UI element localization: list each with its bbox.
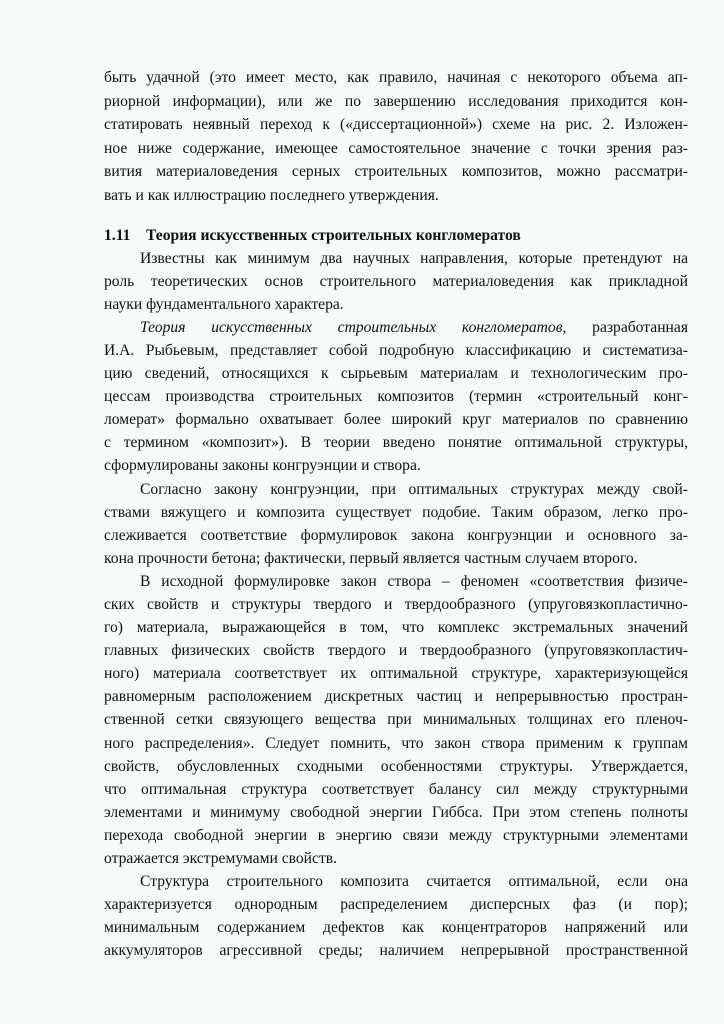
text-line: перехода свободной энергии в энергию связи между структурными элементами	[104, 826, 688, 844]
section-number: 1.11	[104, 226, 131, 244]
text-line: риорной информации), или же по завершению исследования приходится кон-	[104, 92, 688, 110]
text-line: В исходной формулировке закон створа – феномен «соответствия физиче-	[140, 572, 688, 590]
text-line: го) материала, выражающейся в том, что комплекс экстремальных значений	[104, 619, 688, 637]
section-title: Теория искусственных строительных конгломератов	[146, 226, 521, 244]
text-line: ное ниже содержание, имеющее самостоятельное значение с точки зрения раз-	[104, 139, 688, 157]
paragraph	[104, 570, 688, 870]
text-line: цию сведений, относящихся к сырьевым материалам и технологическим про-	[104, 365, 688, 383]
text-line: ских свойств и структуры твердого и твердообразного (упруговязкопластично-	[104, 595, 688, 613]
text-line: статировать неявный переход к («диссертационной») схеме на рис. 2. Изложен-	[104, 116, 688, 134]
text-line: ного) материала соответствует их оптимальной структуре, характеризующейся	[104, 665, 688, 683]
text-line: кона прочности бетона; фактически, первый является частным случаем второго.	[104, 549, 638, 567]
text-line: элементами и минимуму свободной энергии Гиббса. При этом степень полноты	[104, 803, 688, 821]
text-line: ного распределения». Следует помнить, что закон створа применим к группам	[104, 734, 688, 752]
section-spacer	[104, 208, 688, 225]
paragraph	[104, 316, 688, 478]
text-line: с термином «композит»). В теории введено понятие оптимальной структуры,	[104, 434, 688, 452]
text-line: ственной сетки связующего вещества при минимальных толщинах его пленоч-	[104, 711, 688, 729]
text-line: главных физических свойств твердого и твердообразного (упруговязкопластич-	[104, 642, 688, 660]
text-line: Структура строительного композита считается оптимальной, если она	[140, 873, 688, 891]
text-line: Согласно закону конгруэнции, при оптимальных структурах между свой-	[140, 480, 688, 498]
text-line: ломерат» формально охватывает более широкий круг материалов по сравнению	[104, 411, 688, 429]
paragraph	[104, 247, 688, 316]
text-line: минимальным содержанием дефектов как концентраторов напряжений или	[104, 919, 688, 937]
paragraph	[104, 870, 688, 962]
text-line: характеризуется однородным распределением дисперсных фаз (и пор);	[104, 896, 688, 914]
italic-term: Теория искусственных строительных конгломератов	[140, 318, 563, 336]
text-line: быть удачной (это имеет место, как правило, начиная с некоторого объема ап-	[104, 69, 688, 86]
text-line: науки фундаментального характера.	[104, 295, 344, 313]
text-line: роль теоретических основ строительного материаловедения как прикладной	[104, 272, 688, 290]
text-line: слеживается соответствие формулировок закона конгруэнции и основного за-	[104, 526, 688, 544]
paragraph	[104, 478, 688, 570]
text-line: вать и как иллюстрацию последнего утверждения.	[104, 186, 439, 204]
text-line	[104, 316, 688, 339]
text-line: отражается экстремумами свойств.	[104, 850, 338, 867]
text-run: , разработанная	[562, 318, 688, 336]
text-line: свойств, обусловленных сходными особенностями структуры. Утверждается,	[104, 757, 688, 775]
text-line: аккумуляторов агрессивной среды; наличием непрерывной пространственной	[104, 942, 688, 960]
text-line: И.А. Рыбьевым, представляет собой подробную классификацию и систематиза-	[104, 341, 688, 359]
text-line: Известны как минимум два научных направления, которые претендуют на	[140, 249, 688, 267]
text-line: равномерным расположением дискретных частиц и непрерывностью простран-	[104, 688, 688, 706]
document-page	[104, 66, 688, 962]
section-heading	[104, 225, 688, 247]
text-line: что оптимальная структура соответствует балансу сил между структурными	[104, 780, 688, 798]
text-line: цессам производства строительных композитов (термин «строительный конг-	[104, 388, 688, 406]
text-line: сформулированы законы конгруэнции и створа.	[104, 457, 421, 475]
intro-paragraph	[104, 66, 688, 208]
text-line: вития материаловедения серных строительных композитов, можно рассматри-	[104, 163, 688, 181]
text-line: ствами вяжущего и композита существует подобие. Таким образом, легко про-	[104, 503, 688, 521]
